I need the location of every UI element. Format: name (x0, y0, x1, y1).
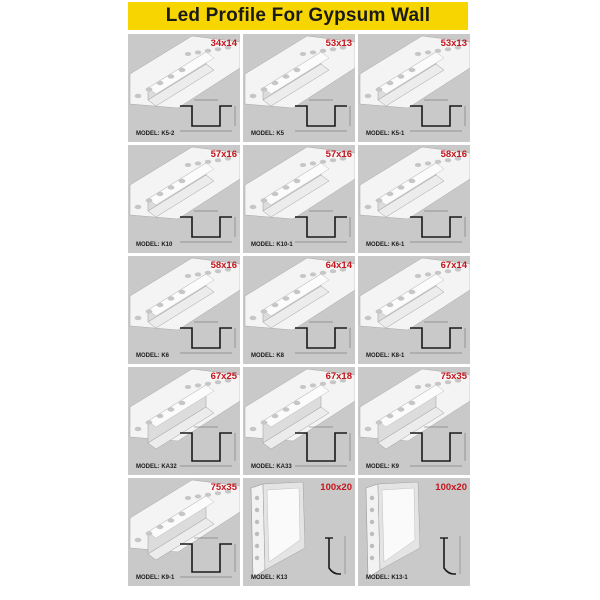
cross-section-drawing (410, 427, 465, 466)
cross-section-drawing (180, 322, 235, 353)
product-size: 57x16 (325, 149, 352, 160)
product-image (358, 478, 470, 586)
product-size: 64x14 (325, 260, 352, 271)
product-model: MODEL: K5-2 (136, 131, 175, 137)
product-model: MODEL: K6-1 (366, 242, 405, 248)
cross-section-drawing (295, 322, 350, 353)
profile-render (360, 369, 470, 466)
product-image (128, 478, 240, 586)
product-image (243, 256, 355, 364)
cross-section-drawing (295, 427, 350, 466)
product-model: MODEL: K5 (251, 131, 284, 137)
product-model: MODEL: K10 (136, 242, 173, 248)
product-model: MODEL: K13-1 (366, 575, 408, 581)
product-image (128, 34, 240, 142)
product-model: MODEL: KA33 (251, 464, 292, 470)
profile-render (366, 482, 460, 578)
product-image (358, 145, 470, 253)
product-image (243, 34, 355, 142)
product-size: 75x35 (210, 482, 237, 493)
product-image (128, 145, 240, 253)
profile-render (245, 369, 355, 466)
product-grid (128, 34, 470, 600)
profile-render (360, 36, 470, 131)
product-card (243, 478, 355, 586)
profile-render (360, 147, 470, 242)
product-size: 100x20 (435, 482, 467, 493)
product-model: MODEL: K8 (251, 353, 284, 359)
product-card (128, 478, 240, 586)
profile-render (245, 147, 355, 242)
product-image (358, 34, 470, 142)
product-card (128, 34, 240, 142)
product-image (243, 367, 355, 475)
product-card (358, 478, 470, 586)
product-size: 75x35 (440, 371, 467, 382)
product-card (128, 367, 240, 475)
product-model: MODEL: K13 (251, 575, 288, 581)
product-card (243, 145, 355, 253)
product-size: 67x18 (325, 371, 352, 382)
product-model: MODEL: K6 (136, 353, 169, 359)
page-title: Led Profile For Gypsum Wall (128, 2, 468, 30)
profile-render (130, 36, 240, 131)
product-model: MODEL: K10-1 (251, 242, 293, 248)
cross-section-drawing (410, 100, 465, 131)
product-model: MODEL: K9 (366, 464, 399, 470)
product-card (243, 34, 355, 142)
product-size: 100x20 (320, 482, 352, 493)
product-card (128, 256, 240, 364)
cross-section-drawing (180, 538, 235, 577)
product-image (243, 478, 355, 586)
profile-render (130, 147, 240, 242)
product-card (358, 367, 470, 475)
product-model: MODEL: K8-1 (366, 353, 405, 359)
product-image (128, 367, 240, 475)
profile-render (130, 369, 240, 466)
product-card (358, 34, 470, 142)
cross-section-drawing (295, 211, 350, 242)
profile-render (245, 36, 355, 131)
profile-render (130, 480, 240, 577)
product-model: MODEL: KA32 (136, 464, 177, 470)
profile-render (251, 482, 345, 578)
product-card (128, 145, 240, 253)
product-card (358, 256, 470, 364)
product-image (128, 256, 240, 364)
product-size: 53x13 (440, 38, 467, 49)
cross-section-drawing (410, 322, 465, 353)
cross-section-drawing (180, 100, 235, 131)
cross-section-drawing (180, 211, 235, 242)
product-size: 57x16 (210, 149, 237, 160)
product-size: 34x14 (210, 38, 237, 49)
product-size: 58x16 (210, 260, 237, 271)
product-card (243, 367, 355, 475)
profile-render (130, 258, 240, 353)
product-image (358, 256, 470, 364)
product-image (243, 145, 355, 253)
product-model: MODEL: K9-1 (136, 575, 175, 581)
product-card (243, 256, 355, 364)
profile-render (360, 258, 470, 353)
product-model: MODEL: K5-1 (366, 131, 405, 137)
product-size: 58x16 (440, 149, 467, 160)
cross-section-drawing (410, 211, 465, 242)
cross-section-drawing (180, 427, 235, 466)
product-size: 53x13 (325, 38, 352, 49)
profile-render (245, 258, 355, 353)
product-image (358, 367, 470, 475)
product-size: 67x25 (210, 371, 237, 382)
product-card (358, 145, 470, 253)
cross-section-drawing (295, 100, 350, 131)
product-size: 67x14 (440, 260, 467, 271)
